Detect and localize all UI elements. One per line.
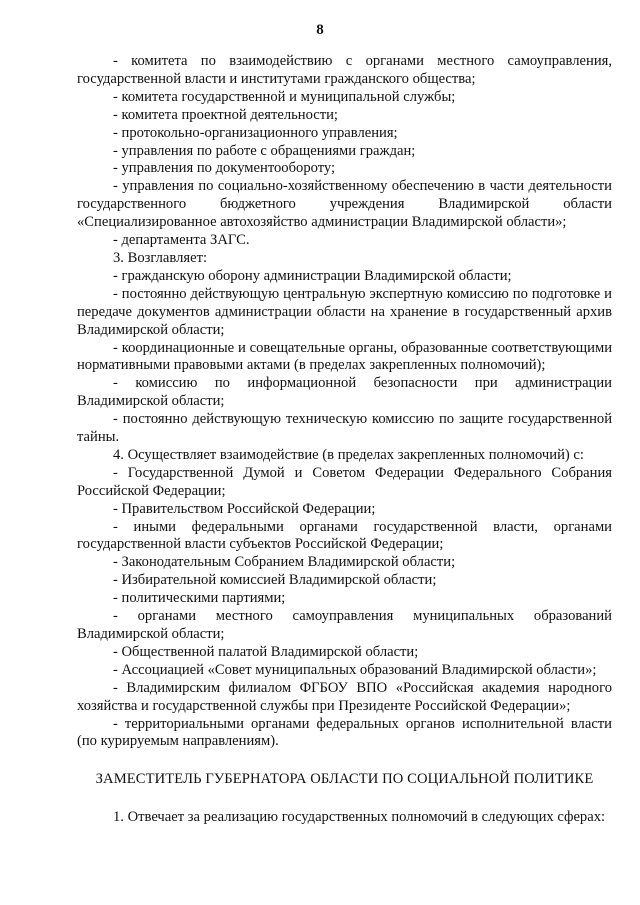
document-body <box>77 53 612 827</box>
paragraph: - Ассоциацией «Совет муниципальных образований Владимирской области»; <box>113 661 597 678</box>
paragraph: - Правительством Российской Федерации; <box>113 500 376 517</box>
section-first-paragraph: 1. Отвечает за реализацию государственных полномочий в следующих сферах: <box>113 809 606 826</box>
paragraph: - постоянно действующую центральную экспертную комиссию по подготовке и передаче документов администрации области на хранение в государственный архив Владимирской области; <box>77 285 612 338</box>
paragraph: - департамента ЗАГС. <box>113 232 250 249</box>
section-heading: ЗАМЕСТИТЕЛЬ ГУБЕРНАТОРА ОБЛАСТИ ПО СОЦИАЛЬНОЙ ПОЛИТИКЕ <box>95 771 594 788</box>
paragraph: - постоянно действующую техническую комиссию по защите государственной тайны. <box>77 411 612 446</box>
paragraph: - Избирательной комиссией Владимирской области; <box>113 572 437 589</box>
paragraph: - управления по работе с обращениями граждан; <box>113 142 416 159</box>
paragraph: 4. Осуществляет взаимодействие (в пределах закрепленных полномочий) с: <box>113 446 584 463</box>
paragraph: - комитета государственной и муниципальной службы; <box>113 88 456 105</box>
paragraph: - координационные и совещательные органы, образованные соответствующими нормативными правовыми актами (в пределах закрепленных полномочий); <box>77 339 612 374</box>
paragraph: - протокольно-организационного управления; <box>113 124 398 141</box>
paragraph: - органами местного самоуправления муниципальных образований Владимирской области; <box>77 608 612 642</box>
paragraph: - комиссию по информационной безопасности при администрации Владимирской области; <box>77 375 612 410</box>
paragraph: 3. Возглавляет: <box>113 249 207 266</box>
paragraph: - территориальными органами федеральных органов исполнительной власти (по курируемым направлениям). <box>77 715 612 750</box>
paragraph: - комитета проектной деятельности; <box>113 106 338 123</box>
paragraph: - политическими партиями; <box>113 590 286 607</box>
paragraph: - Законодательным Собранием Владимирской области; <box>113 554 456 571</box>
paragraph: - Государственной Думой и Советом Федерации Федерального Собрания Российской Федерации; <box>77 464 612 499</box>
paragraph: - гражданскую оборону администрации Владимирской области; <box>113 267 512 284</box>
page-number: 8 <box>316 22 324 38</box>
paragraph: - Владимирским филиалом ФГБОУ ВПО «Российская академия народного хозяйства и государственной службы при Президенте Российской Федерации»; <box>77 679 612 714</box>
paragraph: - управления по документообороту; <box>113 160 336 177</box>
paragraph: - Общественной палатой Владимирской области; <box>113 643 419 660</box>
paragraph: - комитета по взаимодействию с органами местного самоуправления, государственной власти и институтами гражданского общества; <box>77 53 612 87</box>
paragraph: - управления по социально-хозяйственному обеспечению в части деятельности государственного бюджетного учреждения Владимирской области «Специализированное автохозяйство администрации Владимирской области»; <box>77 178 612 231</box>
paragraph: - иными федеральными органами государственной власти, органами государственной власти субъектов Российской Федерации; <box>77 518 612 553</box>
